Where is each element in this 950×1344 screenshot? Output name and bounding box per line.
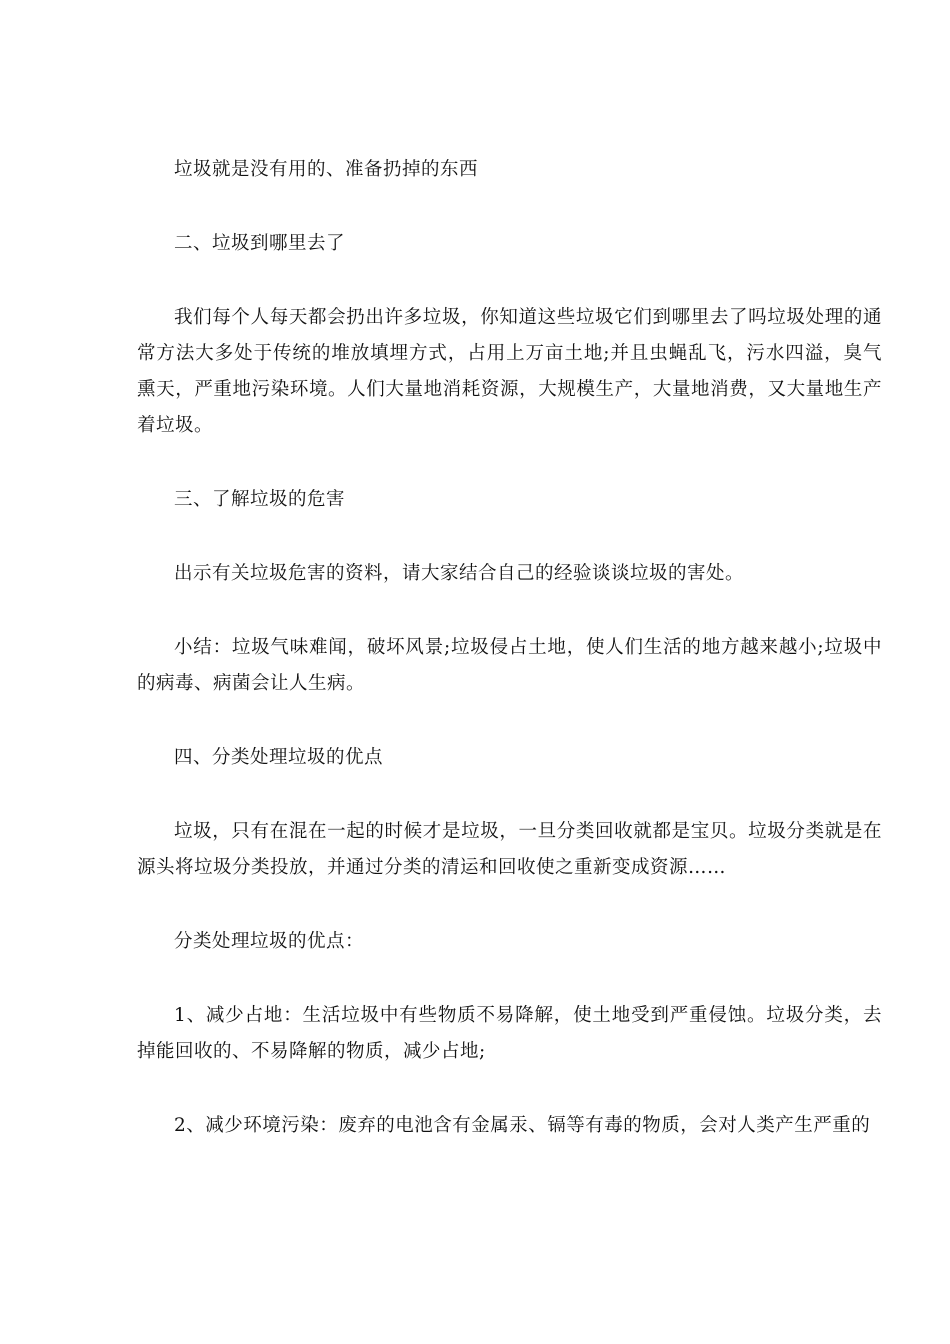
paragraph-garbage-disposal: 我们每个人每天都会扔出许多垃圾，你知道这些垃圾它们到哪里去了吗垃圾处理的通常方法大多处于传统的堆放填埋方式，占用上万亩土地;并且虫蝇乱飞，污水四溢，臭气熏天，严重地污染环境。人们大量地消耗资源，大规模生产，大量地消费，又大量地生产着垃圾。 — [137, 307, 882, 436]
paragraph-advantages-label: 分类处理垃圾的优点： — [174, 931, 365, 952]
paragraph-definition: 垃圾就是没有用的、准备扔掉的东西 — [174, 159, 479, 180]
heading-where-garbage-goes: 二、垃圾到哪里去了 — [174, 233, 346, 254]
list-item-reduce-pollution: 2、减少环境污染：废弃的电池含有金属汞、镉等有毒的物质，会对人类产生严重的 — [174, 1115, 871, 1136]
paragraph-summary: 小结：垃圾气味难闻，破坏风景;垃圾侵占土地，使人们生活的地方越来越小;垃圾中的病毒、病菌会让人生病。 — [137, 637, 882, 694]
document-body — [137, 152, 882, 1182]
list-item-reduce-land-use: 1、减少占地：生活垃圾中有些物质不易降解，使土地受到严重侵蚀。垃圾分类，去掉能回收的、不易降解的物质，减少占地; — [137, 1005, 882, 1062]
paragraph-hazard-materials: 出示有关垃圾危害的资料，请大家结合自己的经验谈谈垃圾的害处。 — [174, 563, 745, 584]
paragraph-sorting-intro: 垃圾，只有在混在一起的时候才是垃圾，一旦分类回收就都是宝贝。垃圾分类就是在源头将垃圾分类投放，并通过分类的清运和回收使之重新变成资源…… — [137, 821, 882, 878]
heading-sorting-advantages: 四、分类处理垃圾的优点 — [174, 747, 384, 768]
heading-garbage-hazards: 三、了解垃圾的危害 — [174, 489, 346, 510]
